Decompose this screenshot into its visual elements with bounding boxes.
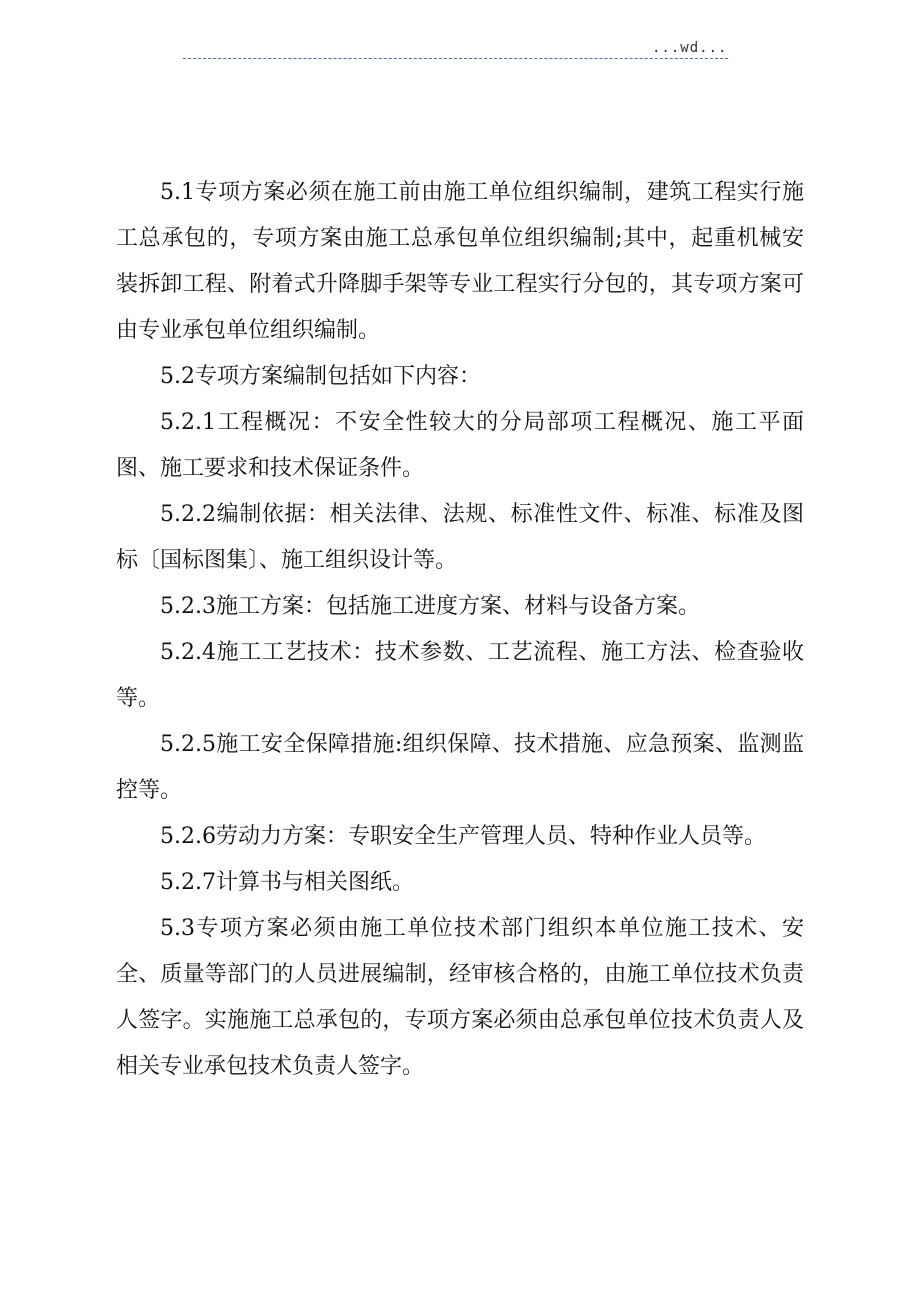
paragraph-5-3: 5.3专项方案必须由施工单位技术部门组织本单位施工技术、安全、质量等部门的人员进展编制，经审核合格的，由施工单位技术负责人签字。实施施工总承包的，专项方案必须由总承包单位技术负责人及相关专业承包技术负责人签字。 [116,916,804,1079]
paragraph-5-1: 5.1专项方案必须在施工前由施工单位组织编制，建筑工程实行施工总承包的，专项方案由施工总承包单位组织编制;其中，起重机械安装拆卸工程、附着式升降脚手架等专业工程实行分包的，其专项方案可由专业承包单位组织编制。 [116,180,804,343]
paragraph-5-2-4: 5.2.4施工工艺技术：技术参数、工艺流程、施工方法、检查验收等。 [116,640,804,711]
document-body [116,170,804,1090]
paragraph-5-2-3: 5.2.3施工方案：包括施工进度方案、材料与设备方案。 [160,594,700,619]
paragraph-5-2-6: 5.2.6劳动力方案：专职安全生产管理人员、特种作业人员等。 [160,824,766,849]
paragraph-5-2: 5.2专项方案编制包括如下内容： [160,364,481,389]
paragraph-5-2-5: 5.2.5施工安全保障措施:组织保障、技术措施、应急预案、监测监控等。 [116,732,804,803]
paragraph-5-2-2: 5.2.2编制依据：相关法律、法规、标准性文件、标准、标准及图标〔国标图集〕、施工组织设计等。 [116,502,804,573]
paragraph-5-2-7: 5.2.7计算书与相关图纸。 [160,870,414,895]
header-mark: ...wd... [652,40,728,56]
paragraph-5-2-1: 5.2.1工程概况：不安全性较大的分局部项工程概况、施工平面图、施工要求和技术保证条件。 [116,410,804,481]
header-rule [183,58,728,59]
